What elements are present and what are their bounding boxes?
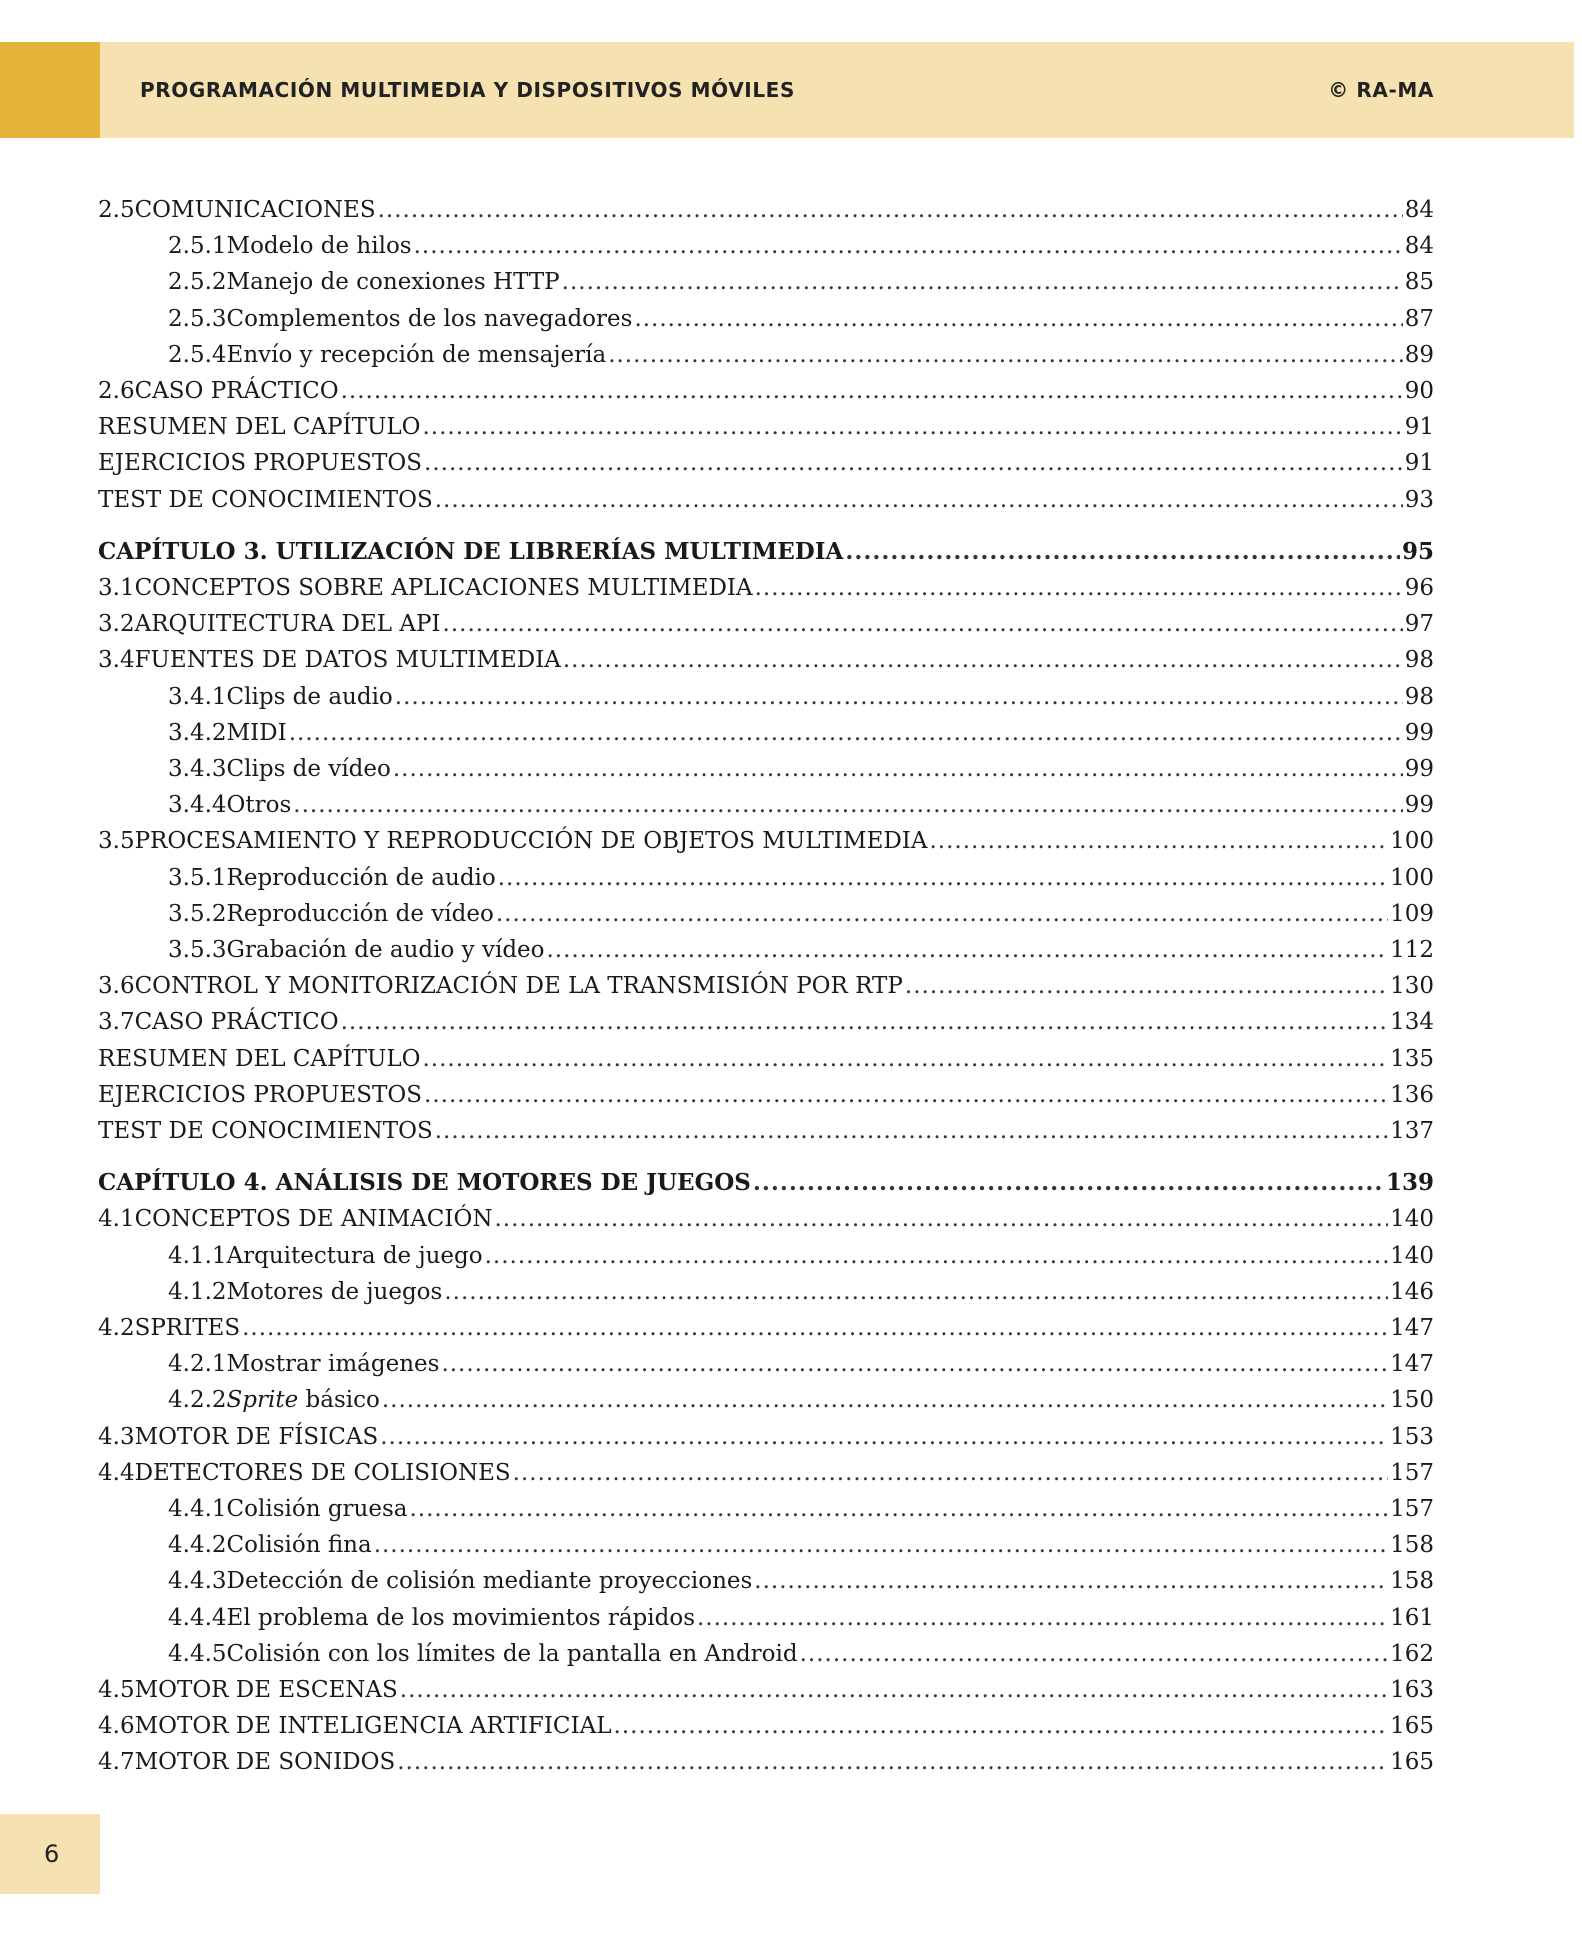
toc-entry [98,485,1434,515]
toc-chapter-entry [98,537,1434,567]
toc-entry [168,1385,1434,1415]
toc-entry-page: 96 [1404,575,1434,601]
toc-entry-label: Envío y recepción de mensajería [226,341,607,368]
toc-entry-label: MOTOR DE ESCENAS [134,1677,398,1703]
toc-entry-page: 161 [1390,1604,1434,1631]
toc-entry [98,1747,1434,1777]
toc-entry-page: 153 [1390,1423,1434,1450]
toc-leader-dots [905,971,1388,1001]
toc-entry-number: 3.5.2 [168,900,227,927]
toc-entry-page: 100 [1390,828,1434,855]
toc-leader-dots [378,195,1403,225]
toc-entry [98,1204,1434,1234]
toc-entry-page: 158 [1390,1568,1434,1595]
toc-entry-number: 3.5 [98,828,135,855]
toc-entry-label: SPRITES [134,1315,241,1341]
toc-entry-label: CAPÍTULO 4. ANÁLISIS DE MOTORES DE JUEGOS [98,1169,751,1197]
toc-leader-dots [341,376,1403,406]
toc-leader-dots [443,609,1403,639]
toc-entry [98,1080,1434,1110]
toc-entry-number: 4.2.2 [168,1387,227,1414]
toc-entry-page: 85 [1404,269,1434,296]
toc-entry-number: 3.2 [98,611,135,638]
toc-leader-dots [382,1385,1388,1415]
toc-entry-number: 4.5 [98,1677,135,1703]
toc-entry-page: 93 [1404,486,1434,513]
toc-entry-number: 4.1 [98,1206,135,1233]
toc-entry [168,718,1434,748]
toc-entry-number: 3.4 [98,647,135,674]
toc-leader-dots [293,790,1402,820]
toc-entry-page: 91 [1404,414,1434,441]
toc-leader-dots [393,754,1403,784]
toc-entry-label: MOTOR DE SONIDOS [134,1749,396,1776]
toc-entry-number: 4.2.1 [168,1351,227,1378]
toc-entry-number: 4.4.5 [168,1640,227,1667]
toc-entry-label: EJERCICIOS PROPUESTOS [98,1081,423,1108]
toc-entry-number: 3.5.1 [168,864,227,891]
toc-entry-label: CONCEPTOS DE ANIMACIÓN [134,1206,493,1233]
toc-entry-number: 2.5.3 [168,305,227,332]
toc-leader-dots [494,1204,1388,1234]
toc-leader-dots [435,485,1403,515]
toc-entry-page: 165 [1390,1713,1434,1740]
toc-entry-number: 4.2 [98,1315,135,1341]
toc-entry-label: CASO PRÁCTICO [134,1009,339,1036]
toc-entry-number: 2.5.2 [168,269,227,296]
toc-entry-label: Manejo de conexiones HTTP [226,269,560,296]
toc-entry [168,304,1434,334]
toc-entry-page: 158 [1390,1532,1434,1559]
toc-entry-page: 139 [1385,1169,1434,1197]
toc-entry-label: Reproducción de vídeo [226,900,494,927]
toc-entry-page: 91 [1404,450,1434,477]
toc-entry-number: 4.1.2 [168,1278,227,1305]
toc-entry-label: Otros [226,792,292,819]
toc-entry-page: 87 [1404,305,1434,332]
toc-entry [168,1566,1434,1596]
toc-entry-page: 150 [1390,1387,1434,1414]
toc-leader-dots [753,1168,1384,1198]
toc-entry-number: 4.4.1 [168,1496,227,1522]
toc-entry-label: El problema de los movimientos rápidos [226,1604,695,1631]
toc-entry-page: 99 [1404,792,1434,819]
toc-leader-dots [441,1349,1388,1379]
toc-entry-number: 4.4.2 [168,1532,227,1559]
toc-entry-label: Clips de vídeo [226,756,391,782]
toc-entry-page: 147 [1390,1351,1434,1378]
toc-entry-page: 84 [1404,233,1434,260]
toc-leader-dots [341,1007,1389,1037]
toc-entry-label: Modelo de hilos [226,233,412,260]
toc-entry-label: Grabación de audio y vídeo [226,937,545,963]
toc-entry-label: Reproducción de audio [226,864,496,891]
toc-leader-dots [395,682,1403,712]
toc-entry-number: 4.4.4 [168,1604,227,1631]
toc-entry [98,971,1434,1001]
toc-entry [98,1711,1434,1741]
toc-leader-dots [496,899,1388,929]
toc-entry [168,1494,1434,1524]
toc-entry-label: MOTOR DE INTELIGENCIA ARTIFICIAL [134,1713,612,1740]
toc-entry-number: 4.4.3 [168,1568,227,1595]
toc-leader-dots [485,1241,1388,1271]
toc-leader-dots [414,231,1403,261]
toc-entry-page: 135 [1390,1045,1434,1072]
toc-entry-number: 3.6 [98,973,135,1000]
toc-entry-label: ARQUITECTURA DEL API [134,611,441,638]
toc-entry-page: 162 [1390,1640,1434,1667]
toc-leader-dots [289,718,1403,748]
toc-entry [168,899,1434,929]
toc-entry-number: 4.4 [98,1459,135,1486]
toc-entry [168,1277,1434,1307]
toc-leader-dots [498,863,1388,893]
toc-entry [98,826,1434,856]
toc-leader-dots [380,1422,1388,1452]
toc-leader-dots [634,304,1402,334]
toc-entry-label: TEST DE CONOCIMIENTOS [98,1118,433,1144]
toc-entry [168,1603,1434,1633]
toc-entry-page: 84 [1404,197,1434,223]
toc-entry-label: Mostrar imágenes [226,1351,440,1378]
toc-entry [168,267,1434,297]
toc-entry-number: 3.4.4 [168,792,227,819]
toc-entry [168,231,1434,261]
toc-entry [168,682,1434,712]
toc-entry [98,376,1434,406]
toc-entry-label: CASO PRÁCTICO [134,378,339,404]
toc-leader-dots [755,573,1403,603]
toc-entry-page: 137 [1390,1118,1434,1144]
toc-leader-dots [513,1458,1388,1488]
toc-entry-page: 165 [1390,1749,1434,1776]
toc-leader-dots [422,412,1402,442]
toc-entry-label: Detección de colisión mediante proyecciones [226,1568,753,1595]
toc-entry [98,573,1434,603]
toc-entry [98,1116,1434,1146]
toc-entry-label: Sprite básico [226,1387,380,1414]
toc-leader-dots [930,826,1389,856]
toc-entry [98,1458,1434,1488]
toc-entry-label: MIDI [226,719,287,746]
toc-leader-dots [397,1747,1388,1777]
toc-entry-page: 90 [1404,378,1434,404]
toc-entry-label: FUENTES DE DATOS MULTIMEDIA [134,647,561,674]
toc-entry-label: CONCEPTOS SOBRE APLICACIONES MULTIMEDIA [134,575,753,601]
toc-entry-page: 157 [1390,1496,1434,1522]
toc-entry [98,195,1434,225]
toc-entry [98,1044,1434,1074]
toc-entry [168,863,1434,893]
toc-entry-page: 140 [1390,1242,1434,1269]
toc-entry-page: 163 [1390,1677,1434,1703]
toc-entry-number: 3.1 [98,575,135,601]
toc-entry-label: Colisión fina [226,1532,372,1559]
toc-entry-number: 4.3 [98,1423,135,1450]
toc-entry-number: 4.1.1 [168,1242,227,1269]
running-header-copyright: © RA-MA [1328,78,1434,102]
toc-entry-label: CONTROL Y MONITORIZACIÓN DE LA TRANSMISIÓN POR RTP [134,973,903,1000]
toc-entry-number: 2.5 [98,197,135,223]
toc-entry-number: 3.4.2 [168,719,227,746]
toc-entry-label: CAPÍTULO 3. UTILIZACIÓN DE LIBRERÍAS MULTIMEDIA [98,537,844,565]
toc-entry [98,609,1434,639]
toc-entry-label: TEST DE CONOCIMIENTOS [98,486,433,513]
toc-leader-dots [424,1080,1388,1110]
toc-entry-page: 130 [1390,973,1434,1000]
toc-entry-label: Colisión gruesa [226,1496,408,1522]
toc-leader-dots [422,1044,1388,1074]
toc-leader-dots [754,1566,1388,1596]
toc-entry-page: 98 [1404,683,1434,710]
toc-entry-label: RESUMEN DEL CAPÍTULO [98,414,421,441]
header-accent-block [0,42,100,138]
toc-entry [168,1241,1434,1271]
toc-entry-number: 2.5.4 [168,341,227,368]
toc-leader-dots [424,448,1403,478]
toc-entry [98,645,1434,675]
toc-leader-dots [374,1530,1388,1560]
toc-leader-dots [697,1603,1388,1633]
toc-entry-label: RESUMEN DEL CAPÍTULO [98,1045,421,1072]
toc-entry-page: 146 [1390,1278,1434,1305]
toc-leader-dots [409,1494,1388,1524]
toc-entry-label: Colisión con los límites de la pantalla en Android [226,1640,798,1667]
toc-entry-number: 3.5.3 [168,937,227,963]
toc-entry-page: 134 [1390,1009,1434,1036]
toc-leader-dots [435,1116,1388,1146]
page-number: 6 [44,1840,60,1868]
toc-leader-dots [444,1277,1388,1307]
toc-entry-label: Clips de audio [226,683,393,710]
toc-entry [168,935,1434,965]
toc-leader-dots [608,340,1403,370]
toc-entry-number: 3.7 [98,1009,135,1036]
toc-leader-dots [563,645,1403,675]
toc-entry-page: 89 [1404,341,1434,368]
toc-entry-label: PROCESAMIENTO Y REPRODUCCIÓN DE OBJETOS MULTIMEDIA [134,828,928,855]
toc-entry-page: 109 [1390,900,1434,927]
toc-entry-page: 140 [1390,1206,1434,1233]
toc-entry-label: MOTOR DE FÍSICAS [134,1423,379,1450]
toc-leader-dots [400,1675,1388,1705]
toc-entry [168,1349,1434,1379]
toc-entry [98,1675,1434,1705]
toc-entry-number: 4.6 [98,1713,135,1740]
toc-entry-label: Motores de juegos [226,1278,443,1305]
toc-entry-number: 4.7 [98,1749,135,1776]
toc-entry-page: 99 [1404,756,1434,782]
toc-entry [98,1007,1434,1037]
toc-leader-dots [547,935,1389,965]
toc-entry [168,754,1434,784]
toc-entry-page: 147 [1390,1315,1434,1341]
toc-entry-page: 95 [1401,537,1434,565]
toc-entry-number: 2.5.1 [168,233,227,260]
toc-entry-page: 136 [1390,1081,1434,1108]
toc-leader-dots [800,1639,1388,1669]
toc-entry-number: 2.6 [98,378,135,404]
toc-entry-label: DETECTORES DE COLISIONES [134,1459,511,1486]
toc-chapter-entry [98,1168,1434,1198]
toc-leader-dots [562,267,1403,297]
toc-entry-page: 100 [1390,864,1434,891]
toc-entry [168,340,1434,370]
toc-entry [168,1639,1434,1669]
running-header-title: PROGRAMACIÓN MULTIMEDIA Y DISPOSITIVOS MÓVILES [140,78,795,102]
toc-entry-page: 112 [1390,937,1434,963]
toc-entry [168,1530,1434,1560]
toc-entry-label: Arquitectura de juego [226,1242,483,1269]
toc-entry-label: COMUNICACIONES [134,197,376,223]
toc-entry-page: 98 [1404,647,1434,674]
toc-entry [98,448,1434,478]
toc-entry-page: 97 [1404,611,1434,638]
toc-entry [98,1422,1434,1452]
toc-leader-dots [242,1313,1388,1343]
toc-entry-number: 3.4.3 [168,756,227,782]
toc-entry-label: EJERCICIOS PROPUESTOS [98,450,423,477]
toc-leader-dots [845,537,1400,567]
toc-entry [98,1313,1434,1343]
toc-leader-dots [614,1711,1389,1741]
toc-entry-page: 99 [1404,719,1434,746]
toc-entry-label: Complementos de los navegadores [226,305,633,332]
toc-entry [168,790,1434,820]
toc-entry-number: 3.4.1 [168,683,227,710]
toc-entry [98,412,1434,442]
toc-entry-page: 157 [1390,1459,1434,1486]
